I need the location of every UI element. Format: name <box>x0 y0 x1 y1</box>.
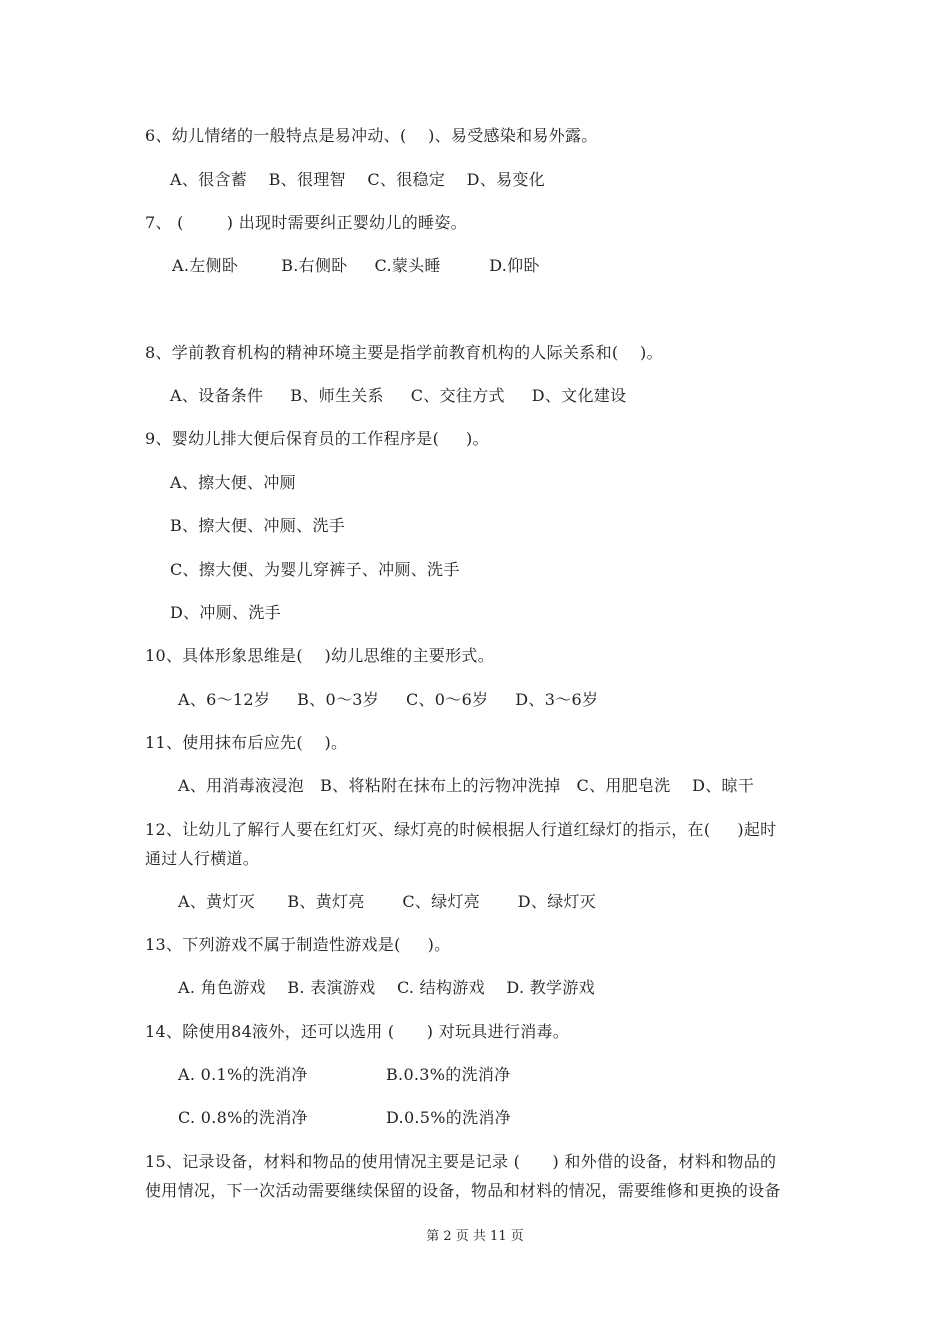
question-12-stem-line-1: 12、让幼儿了解行人要在红灯灭、绿灯亮的时候根据人行道红绿灯的指示，在( )起时 <box>145 820 777 839</box>
question-7-stem: 7、 ( ) 出现时需要纠正婴幼儿的睡姿。 <box>145 213 467 232</box>
question-10-stem: 10、具体形象思维是( )幼儿思维的主要形式。 <box>145 646 494 665</box>
question-13-stem: 13、下列游戏不属于制造性游戏是( )。 <box>145 935 451 954</box>
question-12-stem-line-2: 通过人行横道。 <box>145 849 260 868</box>
question-15-stem-line-1: 15、记录设备，材料和物品的使用情况主要是记录 ( ) 和外借的设备，材料和物品的 <box>145 1152 777 1171</box>
question-14-option-c: C. 0.8%的洗消净 <box>178 1108 308 1127</box>
question-9-option-c: C、擦大便、为婴儿穿裤子、冲厕、洗手 <box>170 560 460 579</box>
question-9-option-b: B、擦大便、冲厕、洗手 <box>170 516 346 535</box>
question-8-stem: 8、学前教育机构的精神环境主要是指学前教育机构的人际关系和( )。 <box>145 343 663 362</box>
question-14-option-a: A. 0.1%的洗消净 <box>178 1065 308 1084</box>
question-11-stem: 11、使用抹布后应先( )。 <box>145 733 348 752</box>
question-15-stem-line-2: 使用情况，下一次活动需要继续保留的设备，物品和材料的情况，需要维修和更换的设备 <box>145 1181 781 1200</box>
question-6-options: A、很含蓄 B、很理智 C、很稳定 D、易变化 <box>170 170 546 189</box>
question-11-options: A、用消毒液浸泡 B、将粘附在抹布上的污物冲洗掉 C、用肥皂洗 D、晾干 <box>178 776 755 795</box>
question-9-stem: 9、婴幼儿排大便后保育员的工作程序是( )。 <box>145 429 489 448</box>
question-8-options: A、设备条件 B、师生关系 C、交往方式 D、文化建设 <box>170 386 627 405</box>
page-footer: 第 2 页 共 11 页 <box>426 1229 524 1244</box>
question-9-option-a: A、擦大便、冲厕 <box>170 473 296 492</box>
question-12-options: A、黄灯灭 B、黄灯亮 C、绿灯亮 D、绿灯灭 <box>178 892 597 911</box>
question-14-option-b: B.0.3%的洗消净 <box>386 1065 511 1084</box>
question-9-option-d: D、冲厕、洗手 <box>170 603 281 622</box>
question-13-options: A. 角色游戏 B. 表演游戏 C. 结构游戏 D. 教学游戏 <box>178 978 595 997</box>
question-14-stem: 14、除使用84液外，还可以选用 ( ) 对玩具进行消毒。 <box>145 1022 570 1041</box>
question-10-options: A、6～12岁 B、0～3岁 C、0～6岁 D、3～6岁 <box>178 690 599 709</box>
question-7-options: A.左侧卧 B.右侧卧 C.蒙头睡 D.仰卧 <box>172 256 540 275</box>
question-14-option-d: D.0.5%的洗消净 <box>386 1108 511 1127</box>
question-6-stem: 6、幼儿情绪的一般特点是易冲动、( )、易受感染和易外露。 <box>145 126 598 145</box>
